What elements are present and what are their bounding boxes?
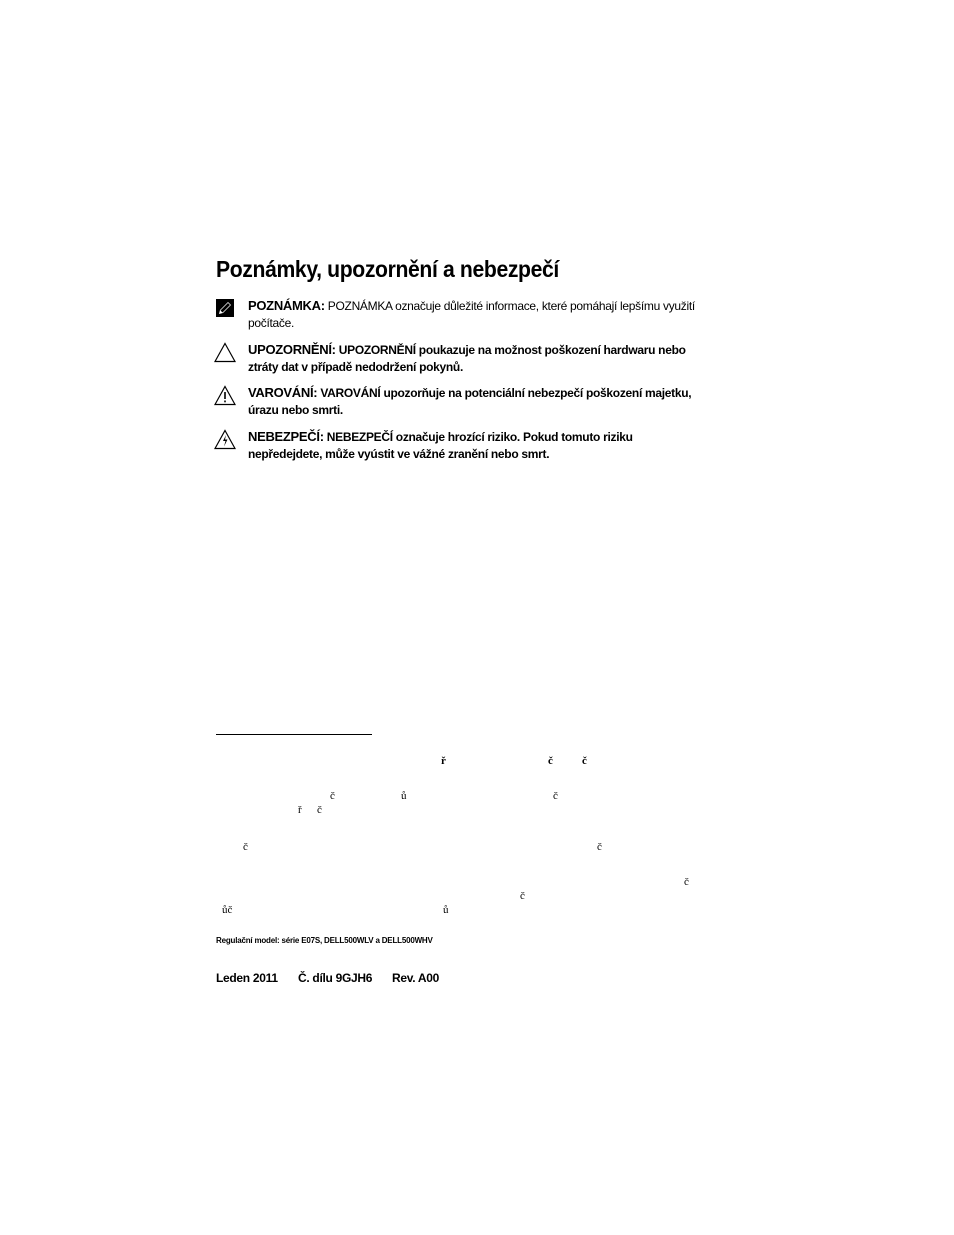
- warning-exclamation-triangle-icon: [214, 385, 236, 406]
- danger-lead: NEBEZPEČÍ: [326, 430, 393, 444]
- stray-glyph: č: [684, 876, 689, 888]
- note-pencil-icon: [214, 298, 236, 319]
- stray-glyph: ř: [298, 804, 302, 816]
- caution-triangle-icon: [214, 342, 236, 363]
- stray-glyph: č: [553, 790, 558, 802]
- note-label: POZNÁMKA:: [248, 298, 325, 313]
- stray-glyph: ř: [441, 755, 446, 767]
- caution-label: UPOZORNĚNÍ:: [248, 342, 336, 357]
- caution-lead: UPOZORNĚNÍ: [338, 343, 416, 357]
- stray-glyph: č: [317, 804, 322, 816]
- footer-revision: Rev. A00: [392, 971, 439, 985]
- footer-date: Leden 2011: [216, 971, 278, 985]
- note-text-line1: označuje důležité informace, které pomáhají lepšímu využití: [392, 299, 695, 313]
- page-title: Poznámky, upozornění a nebezpečí: [216, 256, 559, 282]
- stray-glyph: č: [582, 755, 587, 767]
- caution-text-line2: ztráty dat v případě nedodržení pokynů.: [248, 360, 463, 374]
- stray-glyph: č: [597, 841, 602, 853]
- stray-glyph: č: [243, 841, 248, 853]
- stray-glyph: č: [520, 890, 525, 902]
- stray-glyph: ů: [401, 790, 407, 802]
- danger-label: NEBEZPEČÍ:: [248, 429, 324, 444]
- stray-glyph: č: [330, 790, 335, 802]
- footer-part-number: Č. dílu 9GJH6: [298, 971, 373, 985]
- stray-glyph: ů: [443, 904, 449, 916]
- note-text-line2: počítače.: [248, 316, 294, 330]
- danger-text-line1: označuje hrozící riziko. Pokud tomuto riziku: [392, 430, 633, 444]
- warning-label: VAROVÁNÍ:: [248, 385, 318, 400]
- stray-glyph: č: [548, 755, 553, 767]
- divider-rule: [216, 734, 372, 735]
- note-lead: POZNÁMKA: [327, 299, 393, 313]
- stray-glyph: ůč: [222, 904, 233, 916]
- danger-text-line2: nepředejdete, může vyústit ve vážné zranění nebo smrt.: [248, 447, 550, 461]
- caution-text-line1: poukazuje na možnost poškození hardwaru nebo: [415, 343, 686, 357]
- danger-lightning-triangle-icon: [214, 429, 236, 450]
- warning-lead: VAROVÁNÍ: [320, 386, 381, 400]
- warning-text-line2: úrazu nebo smrti.: [248, 403, 343, 417]
- warning-text-line1: upozorňuje na potenciální nebezpečí poškození majetku,: [380, 386, 692, 400]
- regulatory-model: Regulační model: série E07S, DELL500WLV a DELL500WHV: [216, 936, 433, 945]
